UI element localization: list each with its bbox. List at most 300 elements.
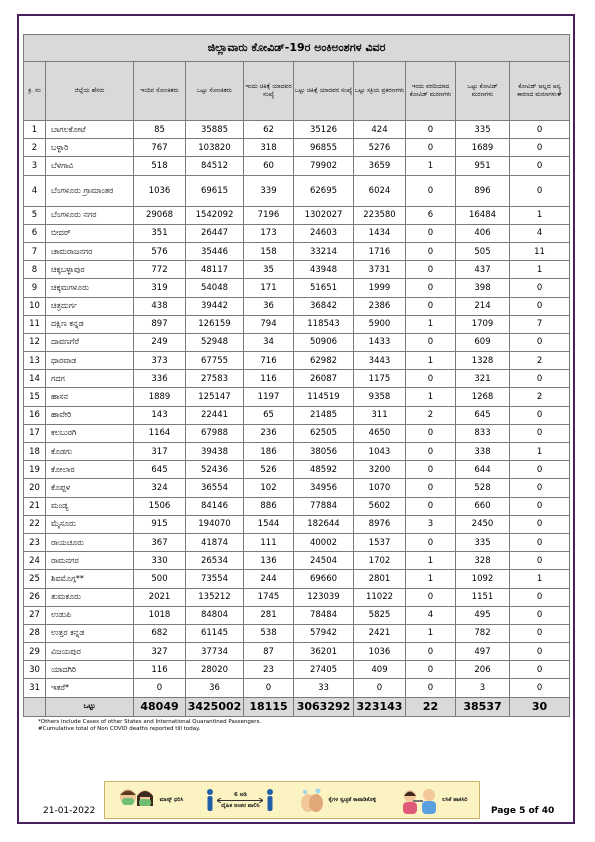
banner-distance-text xyxy=(217,792,263,809)
value-cell: 7 xyxy=(510,315,570,333)
value-cell: 0 xyxy=(406,588,456,606)
table-row xyxy=(24,261,570,279)
value-cell: 0 xyxy=(510,333,570,351)
value-cell: 35 xyxy=(244,261,294,279)
value-cell: 0 xyxy=(510,157,570,175)
serial-number-cell: 27 xyxy=(24,606,46,624)
value-cell: 1999 xyxy=(354,279,406,297)
value-cell: 182644 xyxy=(294,515,354,533)
value-cell: 3731 xyxy=(354,261,406,279)
value-cell: 367 xyxy=(134,533,186,551)
value-cell: 645 xyxy=(134,461,186,479)
footnote-non-covid: #Cumulative total of Non COVID deaths reported till today. xyxy=(38,726,201,732)
table-row xyxy=(24,206,570,224)
value-cell: 0 xyxy=(406,261,456,279)
value-cell: 1328 xyxy=(456,352,510,370)
district-name-cell: ಬೆಂಗಳೂರು ಗ್ರಾಮಾಂತರ xyxy=(46,175,134,206)
column-header: ಒಟ್ಟು ಕೋವಿಡ್ ಮರಣಗಳು xyxy=(456,62,510,121)
value-cell: 398 xyxy=(456,279,510,297)
value-cell: 38056 xyxy=(294,443,354,461)
value-cell: 36 xyxy=(186,679,244,697)
value-cell: 330 xyxy=(134,552,186,570)
table-row xyxy=(24,175,570,206)
value-cell: 7196 xyxy=(244,206,294,224)
value-cell: 3 xyxy=(456,679,510,697)
value-cell: 96855 xyxy=(294,139,354,157)
mask-faces-icon xyxy=(117,786,157,814)
value-cell: 24504 xyxy=(294,552,354,570)
value-cell: 114519 xyxy=(294,388,354,406)
district-name-cell: ಶಿವಮೊಗ್ಗ** xyxy=(46,570,134,588)
distance-caption: ದೈಹಿಕ ಅಂತರ ಪಾಲಿಸಿ xyxy=(221,802,260,809)
table-row xyxy=(24,570,570,588)
total-value-cell: 3063292 xyxy=(294,697,354,716)
column-header: ಒಟ್ಟು ಸೋಂಕಿತರು xyxy=(186,62,244,121)
district-name-cell: ದಕ್ಷಿಣ ಕನ್ನಡ xyxy=(46,315,134,333)
value-cell: 33214 xyxy=(294,242,354,260)
value-cell: 833 xyxy=(456,424,510,442)
column-header: ಇಂದು ಚಿಕಿತ್ಸೆ ಯಾದವರ ಸಂಖ್ಯೆ xyxy=(244,62,294,121)
total-value-cell: 38537 xyxy=(456,697,510,716)
value-cell: 645 xyxy=(456,406,510,424)
value-cell: 1 xyxy=(406,552,456,570)
value-cell: 576 xyxy=(134,242,186,260)
total-value-cell: 30 xyxy=(510,697,570,716)
district-name-cell: ರಾಮನಗರ xyxy=(46,552,134,570)
footnote-others: *Others include Cases of other States and International Quarantined Passengers. xyxy=(38,719,262,725)
table-row xyxy=(24,479,570,497)
serial-number-cell: 2 xyxy=(24,139,46,157)
serial-number-cell: 3 xyxy=(24,157,46,175)
table-row xyxy=(24,388,570,406)
value-cell: 0 xyxy=(510,297,570,315)
value-cell: 317 xyxy=(134,443,186,461)
value-cell: 206 xyxy=(456,661,510,679)
value-cell: 126159 xyxy=(186,315,244,333)
value-cell: 2 xyxy=(406,406,456,424)
value-cell: 897 xyxy=(134,315,186,333)
serial-number-cell: 8 xyxy=(24,261,46,279)
value-cell: 0 xyxy=(354,679,406,697)
value-cell: 62505 xyxy=(294,424,354,442)
serial-number-cell: 21 xyxy=(24,497,46,515)
value-cell: 62982 xyxy=(294,352,354,370)
value-cell: 186 xyxy=(244,443,294,461)
value-cell: 644 xyxy=(456,461,510,479)
value-cell: 528 xyxy=(456,479,510,497)
column-header: ಕೋವಿಡ್ ಅಲ್ಲದ ಅನ್ಯ ಕಾರಣದ ಮರಣಗಳು# xyxy=(510,62,570,121)
serial-number-cell: 28 xyxy=(24,624,46,642)
value-cell: 495 xyxy=(456,606,510,624)
total-row xyxy=(24,697,570,716)
district-name-cell: ಚಾಮರಾಜನಗರ xyxy=(46,242,134,260)
banner-vaccine xyxy=(399,786,467,814)
value-cell: 1302027 xyxy=(294,206,354,224)
value-cell: 0 xyxy=(406,497,456,515)
serial-number-cell: 5 xyxy=(24,206,46,224)
value-cell: 505 xyxy=(456,242,510,260)
column-header: ಇಂದಿನ ಸೋಂಕಿತರು xyxy=(134,62,186,121)
column-header: ಒಟ್ಟು ಚಿಕಿತ್ಸೆ ಯಾದವರ ಸಂಖ್ಯೆ xyxy=(294,62,354,121)
value-cell: 173 xyxy=(244,224,294,242)
value-cell: 4650 xyxy=(354,424,406,442)
table-body xyxy=(24,121,570,698)
value-cell: 0 xyxy=(510,175,570,206)
district-covid-table xyxy=(23,34,570,717)
value-cell: 437 xyxy=(456,261,510,279)
value-cell: 26087 xyxy=(294,370,354,388)
value-cell: 236 xyxy=(244,424,294,442)
value-cell: 79902 xyxy=(294,157,354,175)
value-cell: 48117 xyxy=(186,261,244,279)
district-name-cell: ಚಿಕ್ಕಬಳ್ಳಾಪುರ xyxy=(46,261,134,279)
value-cell: 0 xyxy=(406,643,456,661)
value-cell: 1036 xyxy=(354,643,406,661)
table-row xyxy=(24,279,570,297)
value-cell: 0 xyxy=(510,661,570,679)
serial-number-cell: 24 xyxy=(24,552,46,570)
table-row xyxy=(24,297,570,315)
value-cell: 0 xyxy=(406,679,456,697)
value-cell: 1889 xyxy=(134,388,186,406)
district-name-cell: ಬಾಗಲಕೋಟೆ xyxy=(46,121,134,139)
value-cell: 338 xyxy=(456,443,510,461)
value-cell: 526 xyxy=(244,461,294,479)
banner-vaccine-text: ಲಸಿಕೆ ಹಾಕಿಸಿರಿ xyxy=(442,797,468,803)
value-cell: 311 xyxy=(354,406,406,424)
covid-table-container xyxy=(23,34,569,717)
value-cell: 782 xyxy=(456,624,510,642)
total-value-cell: 3425002 xyxy=(186,697,244,716)
value-cell: 1043 xyxy=(354,443,406,461)
value-cell: 1745 xyxy=(244,588,294,606)
district-name-cell: ಇತರೆ* xyxy=(46,679,134,697)
value-cell: 84512 xyxy=(186,157,244,175)
value-cell: 3200 xyxy=(354,461,406,479)
table-row xyxy=(24,552,570,570)
serial-number-cell: 13 xyxy=(24,352,46,370)
value-cell: 321 xyxy=(456,370,510,388)
value-cell: 538 xyxy=(244,624,294,642)
value-cell: 0 xyxy=(406,443,456,461)
value-cell: 4 xyxy=(510,224,570,242)
value-cell: 28020 xyxy=(186,661,244,679)
value-cell: 0 xyxy=(510,139,570,157)
value-cell: 1 xyxy=(406,570,456,588)
value-cell: 1018 xyxy=(134,606,186,624)
district-name-cell: ಬೆಳಗಾವಿ xyxy=(46,157,134,175)
value-cell: 373 xyxy=(134,352,186,370)
value-cell: 335 xyxy=(456,533,510,551)
value-cell: 0 xyxy=(510,606,570,624)
value-cell: 2021 xyxy=(134,588,186,606)
value-cell: 896 xyxy=(456,175,510,206)
serial-number-cell: 31 xyxy=(24,679,46,697)
value-cell: 0 xyxy=(510,643,570,661)
value-cell: 767 xyxy=(134,139,186,157)
value-cell: 67755 xyxy=(186,352,244,370)
value-cell: 1 xyxy=(510,261,570,279)
value-cell: 0 xyxy=(510,424,570,442)
value-cell: 143 xyxy=(134,406,186,424)
value-cell: 915 xyxy=(134,515,186,533)
table-row xyxy=(24,533,570,551)
value-cell: 518 xyxy=(134,157,186,175)
district-name-cell: ಮಂಡ್ಯ xyxy=(46,497,134,515)
value-cell: 0 xyxy=(134,679,186,697)
value-cell: 1702 xyxy=(354,552,406,570)
value-cell: 11022 xyxy=(354,588,406,606)
value-cell: 6024 xyxy=(354,175,406,206)
value-cell: 1268 xyxy=(456,388,510,406)
value-cell: 2386 xyxy=(354,297,406,315)
value-cell: 4 xyxy=(406,606,456,624)
table-row xyxy=(24,461,570,479)
value-cell: 0 xyxy=(510,624,570,642)
value-cell: 36554 xyxy=(186,479,244,497)
value-cell: 67988 xyxy=(186,424,244,442)
district-name-cell: ಹಾವೇರಿ xyxy=(46,406,134,424)
footnotes xyxy=(38,719,261,733)
value-cell: 0 xyxy=(406,175,456,206)
serial-number-cell: 29 xyxy=(24,643,46,661)
serial-number-cell: 18 xyxy=(24,443,46,461)
district-name-cell: ಧಾರವಾಡ xyxy=(46,352,134,370)
value-cell: 1542092 xyxy=(186,206,244,224)
person-left-icon xyxy=(206,788,214,812)
value-cell: 2 xyxy=(510,388,570,406)
value-cell: 1 xyxy=(406,624,456,642)
table-row xyxy=(24,679,570,697)
value-cell: 1689 xyxy=(456,139,510,157)
table-row xyxy=(24,157,570,175)
value-cell: 1175 xyxy=(354,370,406,388)
value-cell: 5825 xyxy=(354,606,406,624)
value-cell: 103820 xyxy=(186,139,244,157)
value-cell: 0 xyxy=(406,333,456,351)
value-cell: 41874 xyxy=(186,533,244,551)
serial-number-cell: 1 xyxy=(24,121,46,139)
value-cell: 0 xyxy=(510,552,570,570)
value-cell: 1092 xyxy=(456,570,510,588)
value-cell: 135212 xyxy=(186,588,244,606)
value-cell: 1716 xyxy=(354,242,406,260)
value-cell: 324 xyxy=(134,479,186,497)
value-cell: 1164 xyxy=(134,424,186,442)
value-cell: 351 xyxy=(134,224,186,242)
table-row xyxy=(24,606,570,624)
value-cell: 22441 xyxy=(186,406,244,424)
value-cell: 3443 xyxy=(354,352,406,370)
district-name-cell: ಉಡುಪಿ xyxy=(46,606,134,624)
value-cell: 40002 xyxy=(294,533,354,551)
value-cell: 500 xyxy=(134,570,186,588)
value-cell: 0 xyxy=(510,479,570,497)
value-cell: 2801 xyxy=(354,570,406,588)
table-row xyxy=(24,661,570,679)
district-name-cell: ತುಮಕೂರು xyxy=(46,588,134,606)
value-cell: 52948 xyxy=(186,333,244,351)
column-header: ಜಿಲ್ಲೆಯ ಹೆಸರು xyxy=(46,62,134,121)
value-cell: 24603 xyxy=(294,224,354,242)
table-title: ಜಿಲ್ಲಾವಾರು ಕೋವಿಡ್-19ರ ಅಂಕಿಅಂಶಗಳ ವಿವರ xyxy=(24,35,570,62)
value-cell: 1 xyxy=(406,388,456,406)
district-name-cell: ಚಿತ್ರದುರ್ಗ xyxy=(46,297,134,315)
value-cell: 69660 xyxy=(294,570,354,588)
value-cell: 0 xyxy=(510,588,570,606)
value-cell: 0 xyxy=(406,661,456,679)
value-cell: 1537 xyxy=(354,533,406,551)
table-row xyxy=(24,515,570,533)
value-cell: 51651 xyxy=(294,279,354,297)
value-cell: 26447 xyxy=(186,224,244,242)
district-name-cell: ಕೊಡಗು xyxy=(46,443,134,461)
value-cell: 78484 xyxy=(294,606,354,624)
value-cell: 1 xyxy=(406,157,456,175)
value-cell: 0 xyxy=(510,279,570,297)
value-cell: 335 xyxy=(456,121,510,139)
serial-number-cell: 16 xyxy=(24,406,46,424)
district-name-cell: ಕಲಬುರಗಿ xyxy=(46,424,134,442)
district-name-cell: ರಾಯಚೂರು xyxy=(46,533,134,551)
value-cell: 3 xyxy=(406,515,456,533)
value-cell: 36 xyxy=(244,297,294,315)
value-cell: 0 xyxy=(244,679,294,697)
table-row xyxy=(24,588,570,606)
table-row xyxy=(24,139,570,157)
value-cell: 0 xyxy=(406,424,456,442)
value-cell: 5276 xyxy=(354,139,406,157)
serial-number-cell: 25 xyxy=(24,570,46,588)
value-cell: 1 xyxy=(510,443,570,461)
value-cell: 23 xyxy=(244,661,294,679)
value-cell: 39438 xyxy=(186,443,244,461)
value-cell: 8976 xyxy=(354,515,406,533)
value-cell: 3659 xyxy=(354,157,406,175)
value-cell: 77884 xyxy=(294,497,354,515)
table-row xyxy=(24,406,570,424)
value-cell: 84804 xyxy=(186,606,244,624)
value-cell: 62 xyxy=(244,121,294,139)
value-cell: 951 xyxy=(456,157,510,175)
table-row xyxy=(24,242,570,260)
serial-number-cell: 11 xyxy=(24,315,46,333)
serial-number-cell: 12 xyxy=(24,333,46,351)
value-cell: 33 xyxy=(294,679,354,697)
value-cell: 116 xyxy=(244,370,294,388)
value-cell: 772 xyxy=(134,261,186,279)
value-cell: 318 xyxy=(244,139,294,157)
value-cell: 1070 xyxy=(354,479,406,497)
value-cell: 35126 xyxy=(294,121,354,139)
value-cell: 2421 xyxy=(354,624,406,642)
value-cell: 35885 xyxy=(186,121,244,139)
value-cell: 171 xyxy=(244,279,294,297)
district-name-cell: ಬೆಂಗಳೂರು ನಗರ xyxy=(46,206,134,224)
column-header: ಒಟ್ಟು ಸಕ್ರಿಯ ಪ್ರಕರಣಗಳು xyxy=(354,62,406,121)
value-cell: 194070 xyxy=(186,515,244,533)
vaccine-icon xyxy=(399,786,439,814)
district-name-cell: ಕೊಪ್ಪಳ xyxy=(46,479,134,497)
value-cell: 5900 xyxy=(354,315,406,333)
value-cell: 27405 xyxy=(294,661,354,679)
value-cell: 85 xyxy=(134,121,186,139)
value-cell: 0 xyxy=(406,479,456,497)
value-cell: 886 xyxy=(244,497,294,515)
value-cell: 1151 xyxy=(456,588,510,606)
value-cell: 0 xyxy=(510,515,570,533)
banner-handwash-text: ಕೈಗಳ ಸ್ವಚ್ಛತೆ ಕಾಪಾಡಿಕೊಳ್ಳಿ xyxy=(328,797,377,803)
value-cell: 0 xyxy=(406,224,456,242)
serial-number-cell: 26 xyxy=(24,588,46,606)
value-cell: 0 xyxy=(406,121,456,139)
handwash-icon xyxy=(298,786,326,814)
column-header: ಕ್ರ. ಸಂ xyxy=(24,62,46,121)
value-cell: 1 xyxy=(510,570,570,588)
header-row xyxy=(24,62,570,121)
value-cell: 214 xyxy=(456,297,510,315)
total-value-cell: 18115 xyxy=(244,697,294,716)
value-cell: 0 xyxy=(510,370,570,388)
serial-number-cell: 10 xyxy=(24,297,46,315)
banner-mask xyxy=(117,786,184,814)
value-cell: 1434 xyxy=(354,224,406,242)
value-cell: 409 xyxy=(354,661,406,679)
serial-number-cell: 22 xyxy=(24,515,46,533)
value-cell: 125147 xyxy=(186,388,244,406)
value-cell: 0 xyxy=(510,679,570,697)
value-cell: 336 xyxy=(134,370,186,388)
value-cell: 0 xyxy=(510,121,570,139)
banner-distance xyxy=(206,788,274,812)
banner-mask-text: ಮಾಸ್ಕ್ ಧರಿಸಿ xyxy=(159,797,184,803)
serial-number-cell: 30 xyxy=(24,661,46,679)
district-name-cell: ವಿಜಯಪುರ xyxy=(46,643,134,661)
serial-number-cell: 17 xyxy=(24,424,46,442)
serial-number-cell: 6 xyxy=(24,224,46,242)
total-blank-cell xyxy=(24,697,46,716)
value-cell: 0 xyxy=(406,370,456,388)
value-cell: 50906 xyxy=(294,333,354,351)
table-row xyxy=(24,424,570,442)
value-cell: 794 xyxy=(244,315,294,333)
value-cell: 35446 xyxy=(186,242,244,260)
value-cell: 682 xyxy=(134,624,186,642)
value-cell: 84146 xyxy=(186,497,244,515)
serial-number-cell: 23 xyxy=(24,533,46,551)
value-cell: 1544 xyxy=(244,515,294,533)
value-cell: 69615 xyxy=(186,175,244,206)
value-cell: 339 xyxy=(244,175,294,206)
value-cell: 61145 xyxy=(186,624,244,642)
value-cell: 497 xyxy=(456,643,510,661)
serial-number-cell: 14 xyxy=(24,370,46,388)
value-cell: 136 xyxy=(244,552,294,570)
report-date: 21-01-2022 xyxy=(43,806,96,816)
value-cell: 0 xyxy=(406,279,456,297)
serial-number-cell: 4 xyxy=(24,175,46,206)
value-cell: 87 xyxy=(244,643,294,661)
column-header: ಇಂದು ವರದಿಯಾದ ಕೋವಿಡ್ ಮರಣಗಳು xyxy=(406,62,456,121)
value-cell: 327 xyxy=(134,643,186,661)
serial-number-cell: 19 xyxy=(24,461,46,479)
value-cell: 1 xyxy=(406,315,456,333)
serial-number-cell: 9 xyxy=(24,279,46,297)
total-value-cell: 22 xyxy=(406,697,456,716)
value-cell: 54048 xyxy=(186,279,244,297)
table-row xyxy=(24,333,570,351)
total-label-cell: ಒಟ್ಟು xyxy=(46,697,134,716)
